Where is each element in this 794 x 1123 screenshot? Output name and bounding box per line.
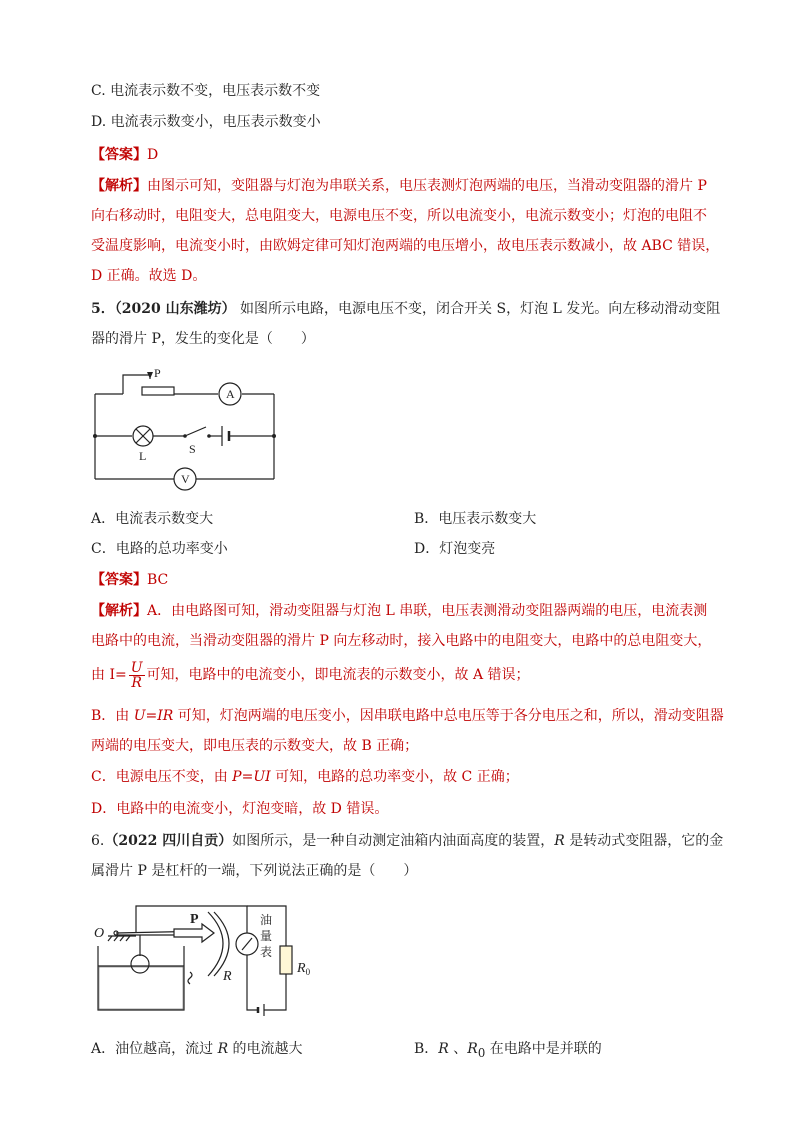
- label-r: R: [223, 969, 232, 984]
- q5-option-d: D．灯泡变亮: [414, 541, 496, 557]
- meter-label-char-1: 油: [260, 913, 273, 927]
- analysis-tag: 【解析】: [91, 603, 147, 619]
- question-source: （2020 山东潍坊）: [114, 301, 236, 317]
- q5-stem-line-1: [91, 299, 720, 319]
- answer-value: D: [147, 147, 159, 163]
- q6-stem-line-1: 6.（2022 四川自贡）如图所示，是一种自动测定油箱内油面高度的装置，R 是转动式变阻器，它的金: [91, 833, 724, 849]
- q4-analysis-line-1: [91, 176, 707, 196]
- formula-p-ui: P=UI: [232, 769, 271, 785]
- q4-option-c: C. 电流表示数不变，电压表示数不变: [91, 83, 321, 99]
- meter-label-char-2: 量: [260, 929, 273, 943]
- q5-analysis-a-line-1: [91, 601, 707, 621]
- analysis-tag: 【解析】: [91, 178, 147, 194]
- fraction-u-over-r: $\frac{U}{R}$: [130, 659, 143, 691]
- q5-analysis-a-line-2: 电路中的电流，当滑动变阻器的滑片 P 向左移动时，接入电路中的电阻变大，电路中的总电阻变大，: [91, 633, 712, 649]
- float-ball: [131, 955, 149, 973]
- resistor-r0: [280, 946, 292, 974]
- q5-analysis-c: C．电源电压不变，由 P=UI 可知，电路的总功率变小，故 C 正确；: [91, 769, 519, 785]
- q5-answer: [91, 570, 168, 590]
- stem-text: 如图所示电路，电源电压不变，闭合开关 S，灯泡 L 发光。向左移动滑动变阻: [235, 301, 721, 317]
- q4-answer: [91, 145, 158, 165]
- q6-oil-gauge-diagram: [90, 898, 320, 1023]
- answer-tag: 【答案】: [91, 572, 147, 588]
- answer-value: BC: [147, 572, 169, 588]
- rheostat: [142, 387, 174, 395]
- question-number: 6.: [91, 833, 105, 849]
- q6-stem-line-2: 属滑片 P 是杠杆的一端，下列说法正确的是（ ）: [91, 863, 418, 879]
- formula-u-ir: U=IR: [133, 708, 174, 724]
- q6-option-a: A．油位越高，流过 R 的电流越大: [91, 1041, 303, 1057]
- answer-tag: 【答案】: [91, 147, 147, 163]
- q5-analysis-a-line-3: [91, 660, 530, 690]
- q5-option-a: A．电流表示数变大: [91, 511, 214, 527]
- label-p: P: [190, 912, 199, 927]
- label-r0: $R_0$: [297, 961, 311, 977]
- question-number: 5．: [91, 301, 115, 317]
- q5-analysis-b-line-2: 两端的电压变大，即电压表的示数变大，故 B 正确；: [91, 738, 419, 754]
- label-l: L: [139, 449, 147, 463]
- q5-stem-line-2: 器的滑片 P，发生的变化是（ ）: [91, 331, 315, 347]
- q5-option-c: C．电路的总功率变小: [91, 541, 228, 557]
- q5-option-b: B．电压表示数变大: [414, 511, 537, 527]
- formula-prefix: 由 I=: [91, 667, 127, 683]
- label-p: P: [154, 366, 161, 380]
- q4-option-d: D. 电流表示数变小，电压表示数变小: [91, 114, 321, 130]
- q5-circuit-diagram: [90, 365, 280, 495]
- analysis-text: A．由电路图可知，滑动变阻器与灯泡 L 串联，电压表测滑动变阻器两端的电压，电流表测: [147, 603, 708, 619]
- label-o: O: [94, 926, 105, 941]
- q4-analysis-line-2: 向右移动时，电阻变大，总电阻变大，电源电压不变，所以电流变小，电流示数变小；灯泡的电阻不: [91, 208, 707, 224]
- q4-analysis-line-4: D 正确。故选 D。: [91, 268, 207, 284]
- formula-suffix: 可知，电路中的电流变小，即电流表的示数变小，故 A 错误；: [146, 667, 530, 683]
- q6-option-b: B．R 、$R_0$ 在电路中是并联的: [414, 1041, 602, 1060]
- q5-analysis-b-line-1: B．由 U=IR 可知，灯泡两端的电压变小，因串联电路中总电压等于各分电压之和，所以，滑动变阻器: [91, 708, 724, 724]
- q4-analysis-line-3: 受温度影响，电流变小时，由欧姆定律可知灯泡两端的电压增小，故电压表示数减小，故 ABC 错误，: [91, 238, 720, 254]
- question-source: （2022 四川自贡）: [104, 833, 233, 849]
- switch: [185, 427, 206, 436]
- analysis-text: 由图示可知，变阻器与灯泡为串联关系，电压表测灯泡两端的电压，当滑动变阻器的滑片 P: [147, 178, 707, 194]
- label-s: S: [189, 442, 196, 456]
- q5-analysis-d: D．电路中的电流变小，灯泡变暗，故 D 错误。: [91, 801, 389, 817]
- meter-label-char-3: 表: [260, 945, 273, 959]
- label-a: A: [226, 387, 235, 401]
- label-v: V: [181, 472, 190, 486]
